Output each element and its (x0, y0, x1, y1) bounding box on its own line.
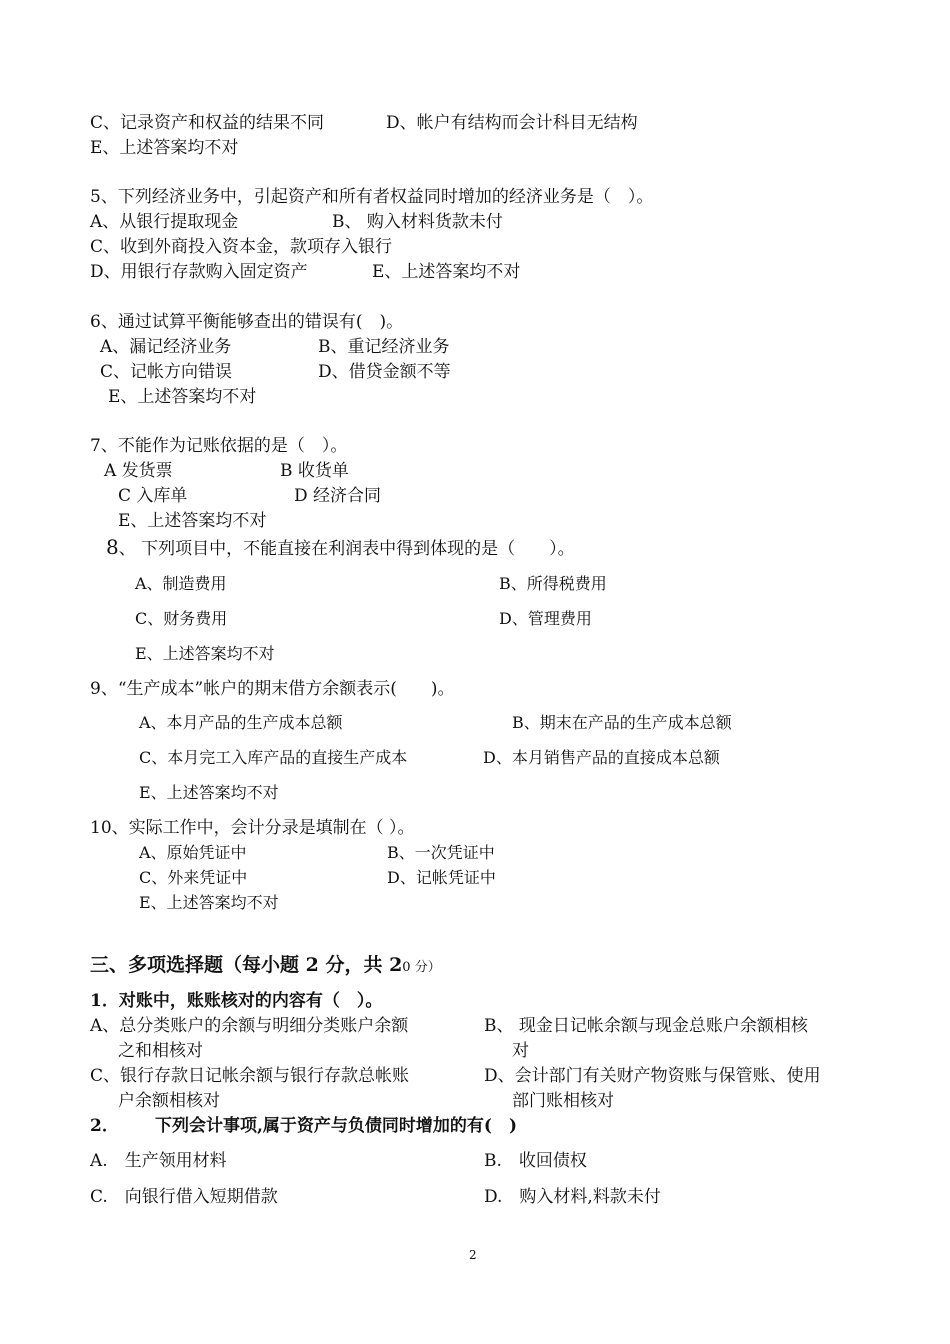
q5-option-a: A、从银行提取现金 (90, 212, 239, 232)
q6-option-d: D、借贷金额不等 (318, 362, 451, 382)
m1-option-c-line1: C、银行存款日记帐余额与银行存款总帐账 (90, 1066, 410, 1086)
q9-option-e: E、上述答案均不对 (139, 783, 279, 802)
q5-option-d: D、用银行存款购入固定资产 (90, 262, 308, 282)
q7-option-d: D 经济合同 (294, 486, 382, 506)
m2-stem: 下列会计事项,属于资产与负债同时增加的有( ) (155, 1116, 518, 1136)
q9-stem: 9、“生产成本”帐户的期末借方余额表示( )。 (90, 679, 455, 699)
q5-option-c: C、收到外商投入资本金，款项存入银行 (90, 237, 393, 257)
q9-option-b: B、期末在产品的生产成本总额 (512, 713, 732, 732)
m1-option-c-line2: 户余额相核对 (118, 1091, 220, 1111)
q8-number: 8 (106, 535, 119, 559)
m2-option-b: B. 收回债权 (484, 1151, 587, 1171)
q4-option-c: C、记录资产和权益的结果不同 (90, 113, 325, 133)
q8-option-a: A、制造费用 (135, 574, 227, 593)
m1-option-a-line1: A、总分类账户的余额与明细分类账户余额 (90, 1016, 409, 1036)
m1-option-a-line2: 之和相核对 (118, 1041, 203, 1061)
q10-option-d: D、记帐凭证中 (387, 868, 496, 887)
q10-option-a: A、原始凭证中 (139, 843, 247, 862)
q8-option-b: B、所得税费用 (499, 574, 607, 593)
q10-option-e: E、上述答案均不对 (139, 893, 279, 912)
q6-option-c: C、记帐方向错误 (100, 362, 233, 382)
q9-option-d: D、本月销售产品的直接成本总额 (483, 748, 720, 767)
q10-stem: 10、实际工作中，会计分录是填制在（ ）。 (90, 818, 415, 838)
m1-option-d-line1: D、会计部门有关财产物资账与保管账、使用 (484, 1066, 821, 1086)
m2-option-c: C. 向银行借入短期借款 (90, 1187, 278, 1207)
q4-option-d: D、帐户有结构而会计科目无结构 (386, 113, 638, 133)
section-3-heading (90, 954, 441, 979)
q5-option-e: E、上述答案均不对 (372, 262, 521, 282)
q4-option-e: E、上述答案均不对 (90, 138, 239, 158)
m1-option-d-line2: 部门账相核对 (512, 1091, 614, 1111)
q10-option-c: C、外来凭证中 (139, 868, 248, 887)
q7-option-e: E、上述答案均不对 (118, 511, 267, 531)
q8-option-c: C、财务费用 (135, 609, 228, 628)
q7-option-a: A 发货票 (104, 461, 173, 481)
m2-option-d: D. 购入材料,料款未付 (484, 1187, 661, 1207)
m1-option-b-line1: B、 现金日记帐余额与现金总账户余额相核 (484, 1016, 808, 1036)
q8-stem (106, 536, 575, 560)
m2-number: 2． (90, 1116, 119, 1136)
m2-option-a: A. 生产领用材料 (90, 1151, 227, 1171)
q5-stem: 5、下列经济业务中，引起资产和所有者权益同时增加的经济业务是（ ）。 (90, 187, 654, 207)
m1-stem: 1．对账中，账账核对的内容有（ ）。 (90, 991, 383, 1011)
section-3-title: 三、多项选择题（每小题 2 分，共 2 (90, 954, 403, 976)
m1-option-b-line2: 对 (512, 1041, 529, 1061)
section-3-score: 0 分） (402, 960, 441, 975)
q7-stem: 7、不能作为记账依据的是（ ）。 (90, 436, 348, 456)
q6-option-b: B、重记经济业务 (318, 337, 450, 357)
q9-option-c: C、本月完工入库产品的直接生产成本 (139, 748, 408, 767)
q7-option-b: B 收货单 (280, 461, 349, 481)
q9-option-a: A、本月产品的生产成本总额 (139, 713, 343, 732)
q8-option-e: E、上述答案均不对 (135, 644, 275, 663)
q6-option-e: E、上述答案均不对 (108, 387, 257, 407)
q8-option-d: D、管理费用 (499, 609, 592, 628)
q5-option-b: B、 购入材料货款未付 (332, 212, 503, 232)
q7-option-c: C 入库单 (118, 486, 188, 506)
q6-option-a: A、漏记经济业务 (100, 337, 232, 357)
page-number: 2 (469, 1248, 477, 1262)
q10-option-b: B、一次凭证中 (387, 843, 495, 862)
q8-stem-text: 、 下列项目中，不能直接在利润表中得到体现的是（ ）。 (118, 539, 575, 559)
q6-stem: 6、通过试算平衡能够查出的错误有( )。 (90, 312, 404, 332)
